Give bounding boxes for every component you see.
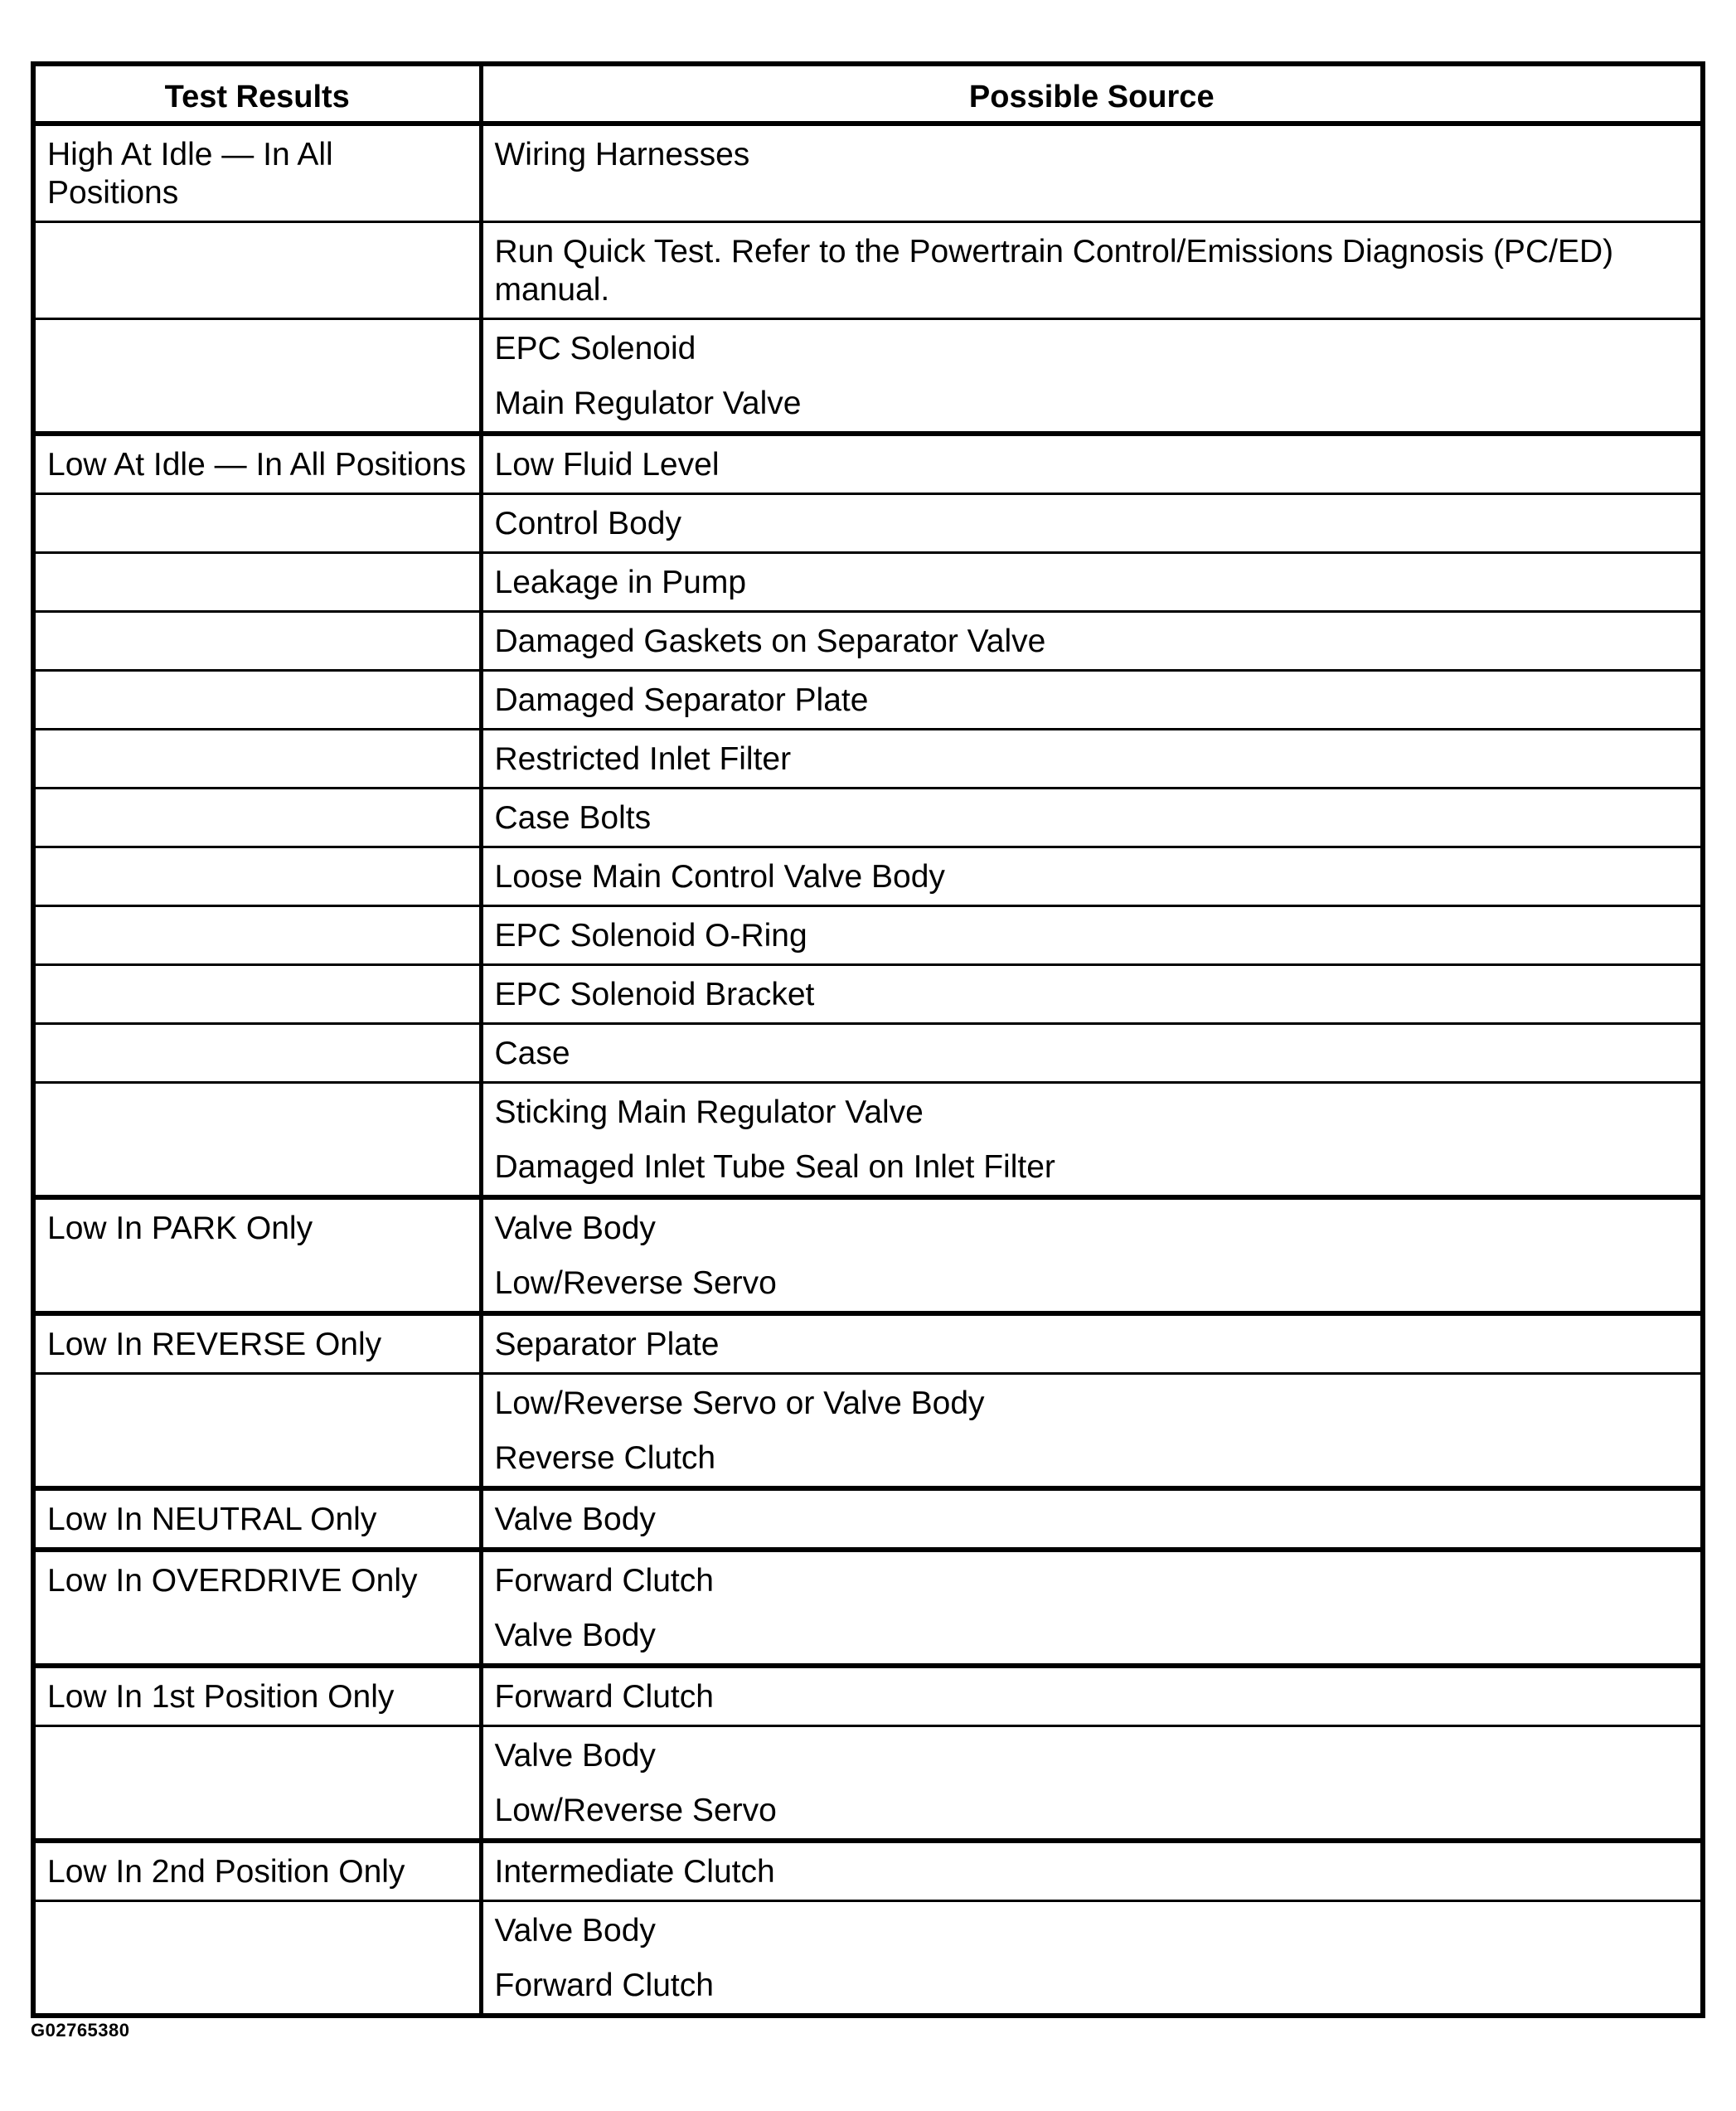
- table-row: [33, 222, 1703, 319]
- possible-source-cell: [481, 1901, 1703, 2016]
- possible-source-item: Forward Clutch: [494, 1563, 714, 1599]
- test-result-cell: Low In 1st Position Only: [33, 1666, 481, 1726]
- table-row: [33, 906, 1703, 965]
- test-result-cell: [33, 1374, 481, 1489]
- possible-source-item: Reverse Clutch: [494, 1440, 716, 1476]
- possible-source-cell: [481, 1726, 1703, 1842]
- possible-source-item: Valve Body: [494, 1502, 656, 1537]
- possible-source-item: Restricted Inlet Filter: [494, 741, 792, 777]
- table-row: [33, 1083, 1703, 1198]
- test-result-cell: [33, 789, 481, 847]
- pressure-test-diagnosis-table: [31, 61, 1705, 2018]
- possible-source-cell: [481, 494, 1703, 553]
- test-result-cell: [33, 553, 481, 612]
- table-row: [33, 1197, 1703, 1313]
- test-result-cell: [33, 1901, 481, 2016]
- table-row: [33, 671, 1703, 730]
- possible-source-item: Run Quick Test. Refer to the Powertrain Control/Emissions Diagnosis (PC/ED) manual.: [494, 234, 1614, 308]
- test-result-cell: [33, 730, 481, 789]
- figure-code: G02765380: [31, 2020, 130, 2041]
- possible-source-item: Intermediate Clutch: [494, 1854, 775, 1890]
- table-header-row: [33, 64, 1703, 124]
- test-result-cell: [33, 319, 481, 434]
- table-row: [33, 1841, 1703, 1901]
- test-result-cell: Low At Idle — In All Positions: [33, 434, 481, 494]
- test-result-cell: Low In REVERSE Only: [33, 1313, 481, 1374]
- possible-source-cell: [481, 906, 1703, 965]
- table-body: [33, 124, 1703, 2016]
- test-result-cell: High At Idle — In All Positions: [33, 124, 481, 222]
- possible-source-cell: [481, 1666, 1703, 1726]
- possible-source-item: Sticking Main Regulator Valve: [494, 1094, 924, 1130]
- possible-source-cell: [481, 124, 1703, 222]
- table-row: [33, 1726, 1703, 1842]
- possible-source-cell: [481, 965, 1703, 1024]
- possible-source-item: Valve Body: [494, 1618, 656, 1653]
- possible-source-cell: [481, 789, 1703, 847]
- test-result-cell: [33, 494, 481, 553]
- test-result-cell: Low In OVERDRIVE Only: [33, 1550, 481, 1666]
- possible-source-cell: [481, 1550, 1703, 1666]
- possible-source-item: Valve Body: [494, 1738, 656, 1774]
- table-row: [33, 124, 1703, 222]
- table-row: [33, 494, 1703, 553]
- possible-source-item: Low/Reverse Servo or Valve Body: [494, 1385, 985, 1421]
- possible-source-item: Loose Main Control Valve Body: [494, 859, 945, 895]
- possible-source-item: Forward Clutch: [494, 1968, 714, 2003]
- test-result-cell: [33, 671, 481, 730]
- table-row: [33, 1313, 1703, 1374]
- possible-source-cell: [481, 434, 1703, 494]
- possible-source-item: Low/Reverse Servo: [494, 1793, 777, 1828]
- test-result-cell: [33, 965, 481, 1024]
- possible-source-item: Separator Plate: [494, 1327, 720, 1362]
- possible-source-cell: [481, 1488, 1703, 1550]
- table-row: [33, 789, 1703, 847]
- test-result-cell: [33, 906, 481, 965]
- possible-source-item: Case: [494, 1036, 570, 1071]
- possible-source-item: EPC Solenoid O-Ring: [494, 918, 807, 954]
- possible-source-cell: [481, 847, 1703, 906]
- table-row: [33, 1550, 1703, 1666]
- possible-source-item: Control Body: [494, 506, 681, 541]
- possible-source-cell: [481, 671, 1703, 730]
- possible-source-item: Damaged Separator Plate: [494, 682, 869, 718]
- possible-source-cell: [481, 1024, 1703, 1083]
- table-row: [33, 553, 1703, 612]
- possible-source-cell: [481, 319, 1703, 434]
- test-result-cell: [33, 1083, 481, 1198]
- test-result-cell: [33, 1024, 481, 1083]
- diagnosis-table-container: [31, 61, 1700, 2018]
- table-row: [33, 965, 1703, 1024]
- table-row: [33, 1901, 1703, 2016]
- possible-source-item: Valve Body: [494, 1913, 656, 1948]
- possible-source-item: Low Fluid Level: [494, 447, 720, 483]
- possible-source-cell: [481, 553, 1703, 612]
- test-result-cell: [33, 222, 481, 319]
- table-row: [33, 847, 1703, 906]
- possible-source-item: Damaged Inlet Tube Seal on Inlet Filter: [494, 1149, 1055, 1185]
- header-possible-source: Possible Source: [481, 64, 1703, 124]
- table-row: [33, 730, 1703, 789]
- possible-source-item: Main Regulator Valve: [494, 386, 802, 421]
- possible-source-cell: [481, 1313, 1703, 1374]
- possible-source-item: Damaged Gaskets on Separator Valve: [494, 624, 1046, 659]
- possible-source-item: EPC Solenoid Bracket: [494, 977, 815, 1012]
- table-row: [33, 319, 1703, 434]
- possible-source-cell: [481, 1197, 1703, 1313]
- possible-source-cell: [481, 222, 1703, 319]
- test-result-cell: Low In 2nd Position Only: [33, 1841, 481, 1901]
- possible-source-item: Wiring Harnesses: [494, 137, 750, 172]
- possible-source-item: Low/Reverse Servo: [494, 1265, 777, 1301]
- possible-source-item: Forward Clutch: [494, 1679, 714, 1715]
- header-test-results: Test Results: [33, 64, 481, 124]
- table-row: [33, 1374, 1703, 1489]
- possible-source-item: Case Bolts: [494, 800, 652, 836]
- possible-source-cell: [481, 1083, 1703, 1198]
- test-result-cell: [33, 847, 481, 906]
- table-row: [33, 1024, 1703, 1083]
- possible-source-cell: [481, 1841, 1703, 1901]
- possible-source-item: Leakage in Pump: [494, 565, 747, 600]
- table-row: [33, 1666, 1703, 1726]
- possible-source-cell: [481, 612, 1703, 671]
- test-result-cell: Low In PARK Only: [33, 1197, 481, 1313]
- table-row: [33, 612, 1703, 671]
- test-result-cell: [33, 612, 481, 671]
- possible-source-item: EPC Solenoid: [494, 331, 696, 366]
- possible-source-cell: [481, 1374, 1703, 1489]
- table-row: [33, 434, 1703, 494]
- test-result-cell: Low In NEUTRAL Only: [33, 1488, 481, 1550]
- test-result-cell: [33, 1726, 481, 1842]
- table-row: [33, 1488, 1703, 1550]
- possible-source-cell: [481, 730, 1703, 789]
- possible-source-item: Valve Body: [494, 1211, 656, 1246]
